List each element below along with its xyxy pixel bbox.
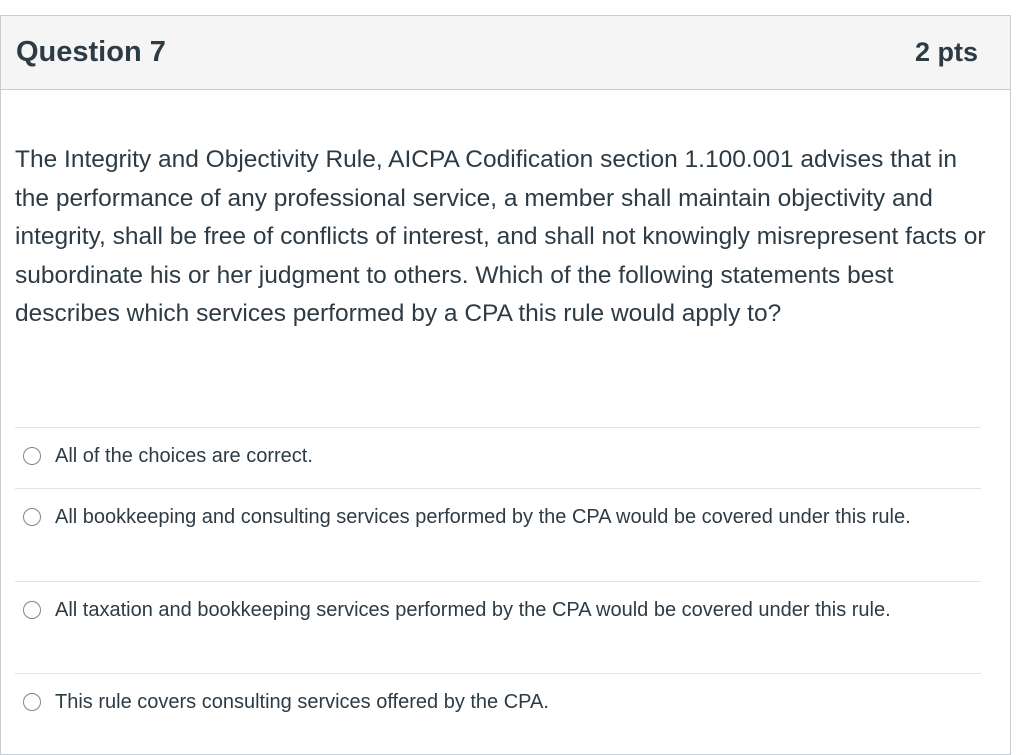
question-text: The Integrity and Objectivity Rule, AICPA Codification section 1.100.001 advises that in the performance of any professional service, a member shall maintain objectivity and integrity, shall be free of conflicts of interest, and shall not knowingly misrepresent facts or subordinate his or her judgment to others. Which of the following statements best describes which services performed by a CPA this rule would apply to?	[15, 146, 986, 327]
answer-option[interactable]	[15, 427, 981, 488]
radio-button[interactable]	[23, 508, 41, 526]
radio-button[interactable]	[23, 447, 41, 465]
answer-list	[15, 427, 981, 733]
answer-label[interactable]: All taxation and bookkeeping services performed by the CPA would be covered under this rule.	[55, 599, 891, 621]
answer-option[interactable]	[15, 488, 981, 581]
question-title: Question 7	[16, 36, 166, 68]
radio-button[interactable]	[23, 693, 41, 711]
question-points: 2 pts	[914, 37, 978, 67]
answer-label[interactable]: All of the choices are correct.	[55, 445, 313, 467]
question-header	[1, 16, 1010, 90]
answer-label[interactable]: This rule covers consulting services offered by the CPA.	[55, 691, 549, 713]
radio-button[interactable]	[23, 601, 41, 619]
answer-option[interactable]	[15, 673, 981, 733]
answer-label[interactable]: All bookkeeping and consulting services performed by the CPA would be covered under this rule.	[55, 506, 911, 528]
answer-option[interactable]	[15, 581, 981, 673]
